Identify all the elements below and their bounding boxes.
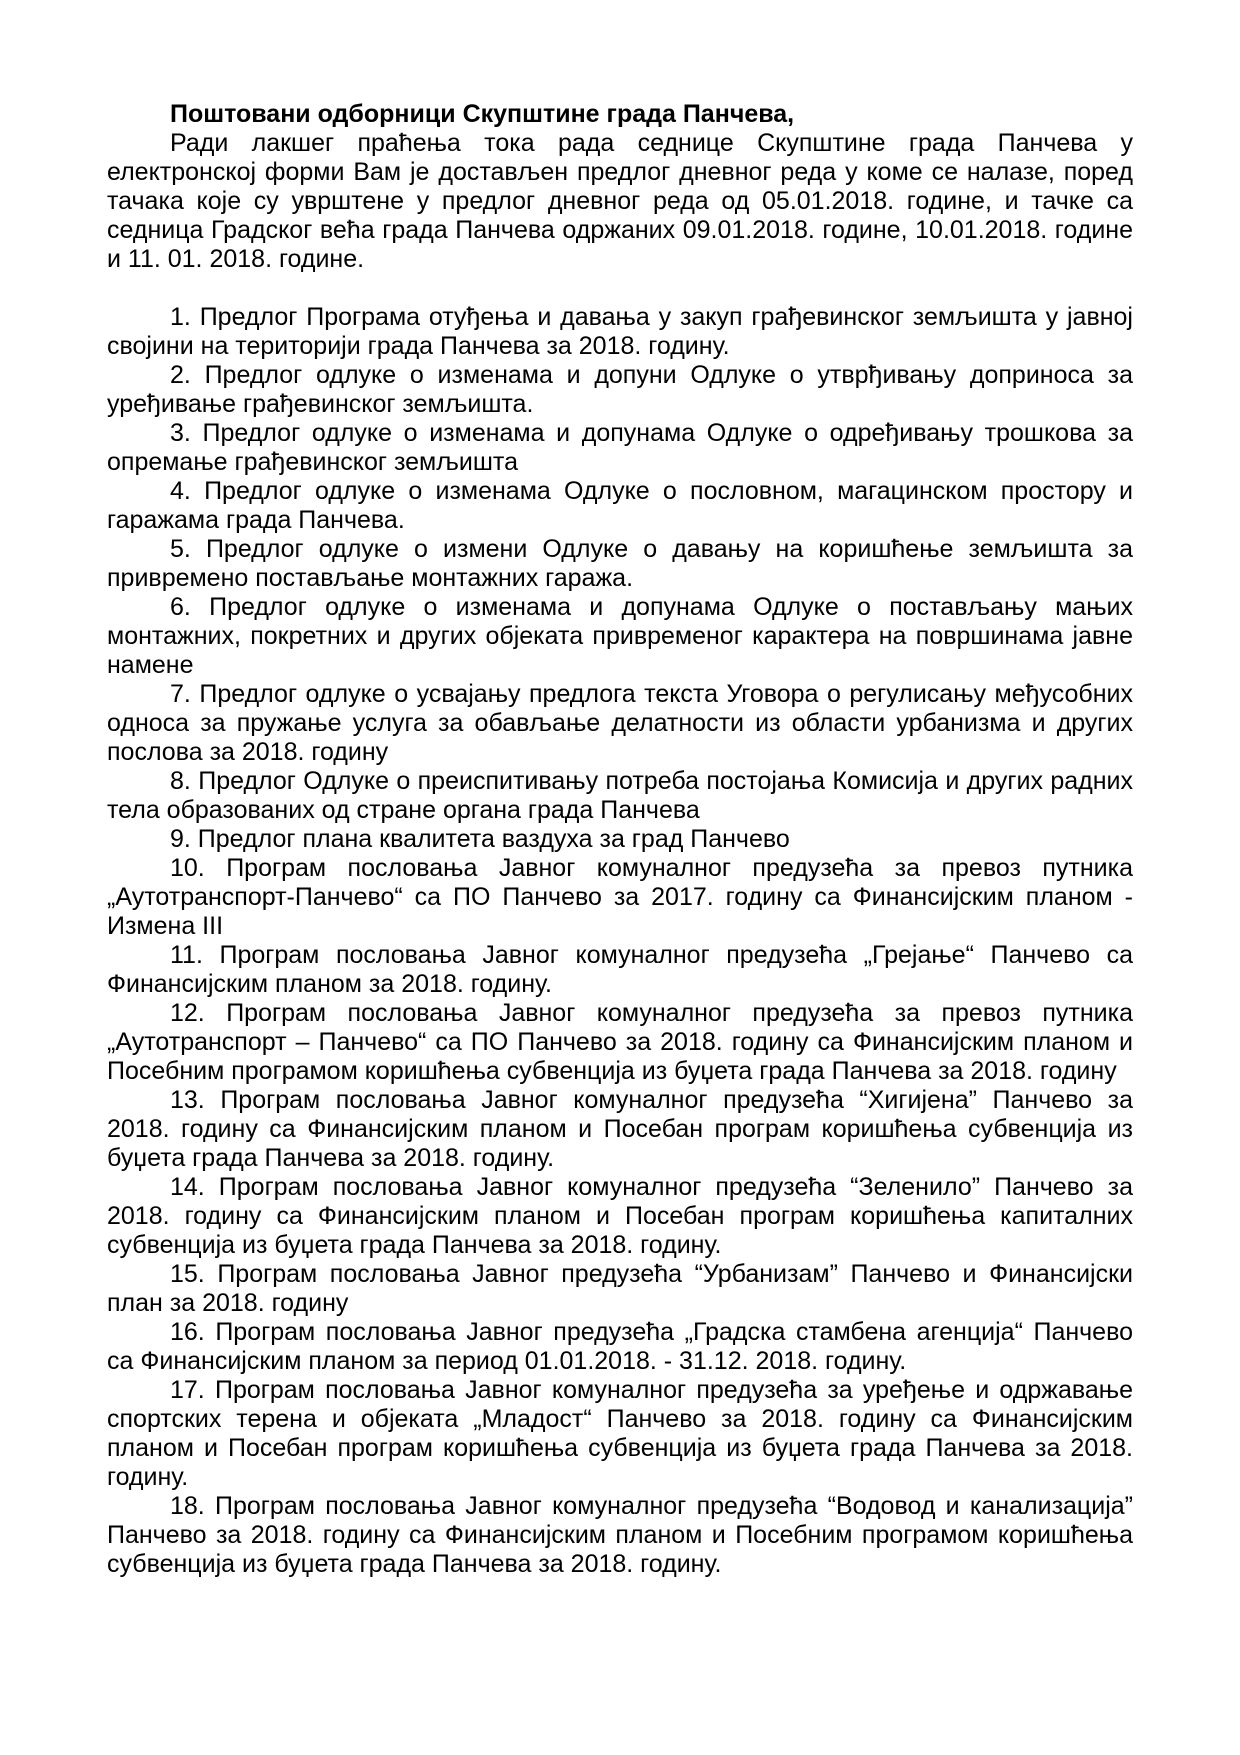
intro-paragraph: Ради лакшег праћења тока рада седнице Скупштине града Панчева у електронској форми Вам је достављен предлог дневног реда у коме се налазе, поред тачака које су уврштене у предлог дневног реда од 05.01.2018. године, и тачке са седница Градског већа града Панчева одржаних 09.01.2018. године, 10.01.2018. године и 11. 01. 2018. године. — [107, 129, 1133, 273]
agenda-item-13: 13. Програм пословања Јавног комуналног предузећа “Хигијена” Панчево за 2018. годину са Финансијским планом и Посебан програм коришћења субвенција из буџета града Панчева за 2018. годину. — [107, 1086, 1133, 1172]
agenda-item-15: 15. Програм пословања Јавног предузећа “Урбанизам” Панчево и Финансијски план за 2018. годину — [107, 1260, 1133, 1317]
agenda-item-9: 9. Предлог плана квалитета ваздуха за град Панчево — [170, 825, 790, 853]
document-title: Поштовани одборници Скупштине града Панчева, — [170, 100, 795, 128]
agenda-item-12: 12. Програм пословања Јавног комуналног предузећа за превоз путника „Аутотранспорт – Панчево“ са ПО Панчево за 2018. годину са Финансијским планом и Посебним програмом коришћења субвенција из буџета града Панчева за 2018. годину — [107, 999, 1133, 1085]
agenda-item-8: 8. Предлог Одлуке о преиспитивању потреба постојања Комисија и других радних тела образованих од стране органа града Панчева — [107, 767, 1133, 824]
agenda-item-6: 6. Предлог одлуке о изменама и допунама Одлуке о постављању мањих монтажних, покретних и других објеката привременог карактера на површинама јавне намене — [107, 593, 1133, 679]
agenda-item-10: 10. Програм пословања Јавног комуналног предузећа за превоз путника „Аутотранспорт-Панчево“ са ПО Панчево за 2017. годину са Финансијским планом - Измена III — [107, 854, 1133, 940]
agenda-item-14: 14. Програм пословања Јавног комуналног предузећа “Зеленило” Панчево за 2018. годину са Финансијским планом и Посебан програм коришћења капиталних субвенција из буџета града Панчева за 2018. годину. — [107, 1173, 1133, 1259]
agenda-item-17: 17. Програм пословања Јавног комуналног предузећа за уређење и одржавање спортских терена и објеката „Младост“ Панчево за 2018. годину са Финансијским планом и Посебан програм коришћења субвенција из буџета града Панчева за 2018. годину. — [107, 1376, 1133, 1491]
agenda-item-5: 5. Предлог одлуке о измени Одлуке о давању на коришћење земљишта за привремено постављање монтажних гаража. — [107, 535, 1133, 592]
agenda-item-16: 16. Програм пословања Јавног предузећа „Градска стамбена агенција“ Панчево са Финансијским планом за период 01.01.2018. - 31.12. 2018. годину. — [107, 1318, 1133, 1375]
agenda-item-11: 11. Програм пословања Јавног комуналног предузећа „Грејање“ Панчево са Финансијским планом за 2018. годину. — [107, 941, 1133, 998]
agenda-item-1: 1. Предлог Програма отуђења и давања у закуп грађевинског земљишта у јавној својини на територији града Панчева за 2018. годину. — [107, 303, 1133, 360]
agenda-item-18: 18. Програм пословања Јавног комуналног предузећа “Водовод и канализација” Панчево за 2018. годину са Финансијским планом и Посебним програмом коришћења субвенција из буџета града Панчева за 2018. годину. — [107, 1492, 1133, 1578]
agenda-item-7: 7. Предлог одлуке о усвајању предлога текста Уговора о регулисању међусобних односа за пружање услуга за обављање делатности из области урбанизма и других послова за 2018. годину — [107, 680, 1133, 766]
agenda-item-4: 4. Предлог одлуке о изменама Одлуке о пословном, магацинском простору и гаражама града Панчева. — [107, 477, 1133, 534]
agenda-item-3: 3. Предлог одлуке о изменама и допунама Одлуке о одређивању трошкова за опремање грађевинског земљишта — [107, 419, 1133, 476]
blank-line — [107, 274, 1133, 303]
agenda-item-2: 2. Предлог одлуке о изменама и допуни Одлуке о утврђивању доприноса за уређивање грађевинског земљишта. — [107, 361, 1133, 418]
